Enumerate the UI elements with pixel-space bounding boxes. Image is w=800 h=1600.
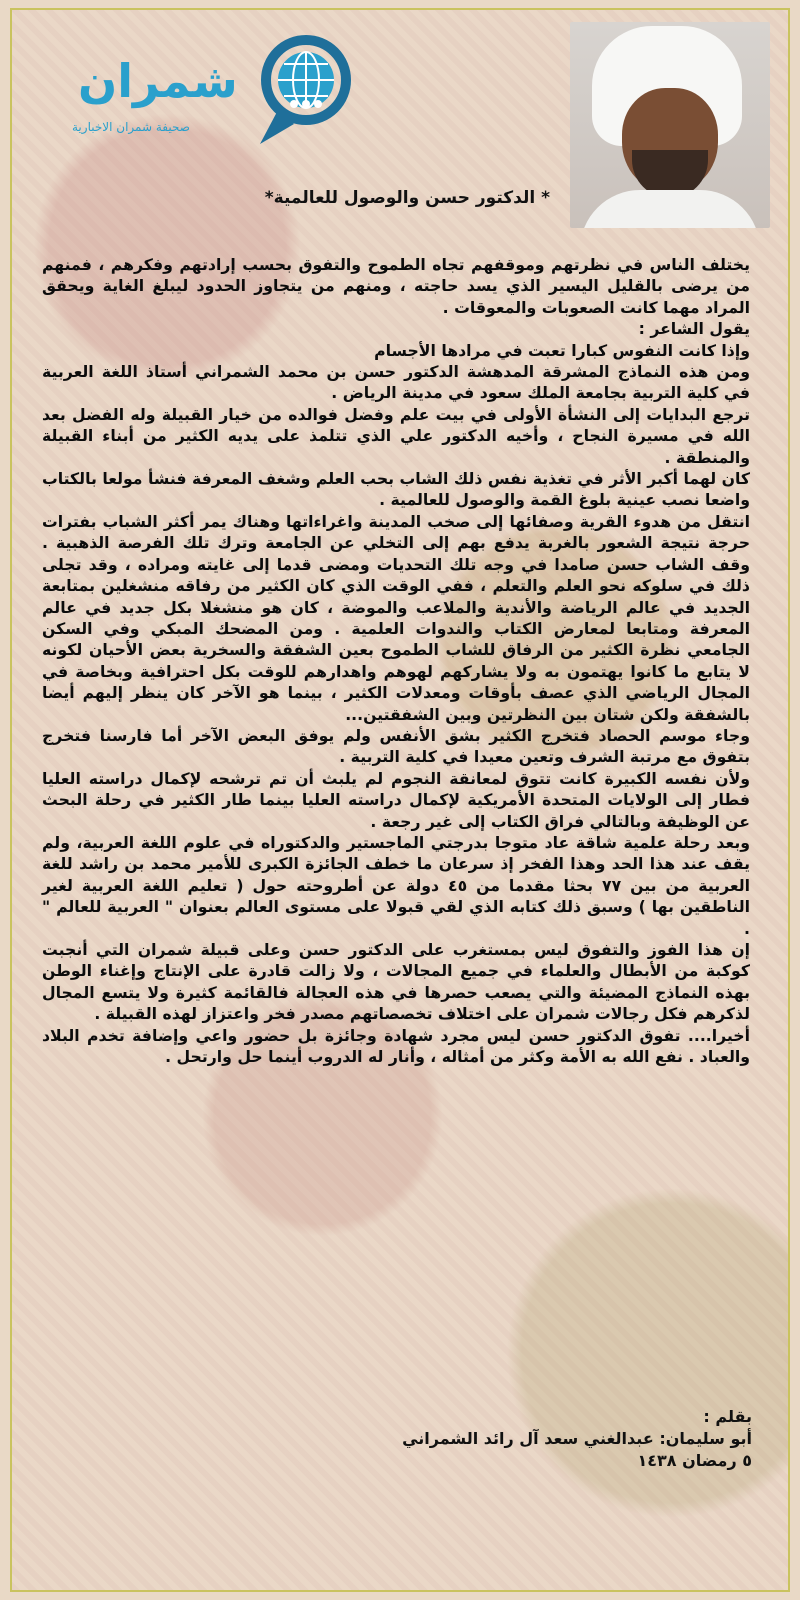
paragraph: ترجع البدايات إلى النشأة الأولى في بيت علم وفضل فوالده من خيار القبيلة وله الفضل بعد الله في مسيرة النجاح ، وأخيه الدكتور علي الذي تتلمذ على يديه الكثير من أبناء القبيلة والمنطقة . (42, 404, 750, 467)
logo-tagline: صحيفة شمران الاخبارية (72, 120, 190, 134)
article-frame (10, 8, 790, 1592)
signature-by: بقلم : (703, 1407, 752, 1426)
paragraph: وبعد رحلة علمية شاقة عاد متوجا بدرجتي الماجستير والدكتوراه في علوم اللغة العربية، ولم يقف عند هذا الحد وهذا الفخر إذ سرعان ما خطف الجائزة الكبرى للأمير محمد بن راشد للغة العربية من بين ٧٧ بحثا مقدما من ٤٥ دولة عن أطروحته حول ( تعليم اللغة العربية لغير الناطقين بها ) وسبق ذلك كتابه الذي لقي قبولا على مستوى العالم بعنوان " العربية للعالم " . (42, 832, 750, 938)
article-title: * الدكتور حسن والوصول للعالمية* (264, 188, 550, 208)
paragraph: إن هذا الفوز والتفوق ليس بمستغرب على الدكتور حسن وعلى قبيلة شمران التي أنجبت كوكبة من الأبطال والعلماء في جميع المجالات ، ولا زالت قادرة على الإنتاج وإغناء الوطن بهذه النماذج المضيئة والتي يصعب حصرها في هذه العجالة فالقائمة كثيرة ولا يتسع المجال لذكرهم فكل رجالات شمران على اختلاف تخصصاتهم مصدر فخر واعتزاز لهذه القبيلة . (42, 940, 750, 1024)
globe-pin-icon (238, 32, 368, 157)
paragraph: ومن هذه النماذج المشرقة المدهشة الدكتور حسن بن محمد الشمراني أستاذ اللغة العربية في كلية التربية بجامعة الملك سعود في مدينة الرياض . (42, 362, 750, 403)
author-photo (570, 22, 770, 228)
signature-date: ٥ رمضان ١٤٣٨ (637, 1451, 752, 1470)
paragraph: يقول الشاعر : (638, 319, 750, 339)
paragraph: كان لهما أكبر الأثر في تغذية نفس ذلك الشاب بحب العلم وشغف المعرفة فنشأ مولعا بالكتاب واضعا نصب عينية بلوغ القمة والوصول للعالمية . (42, 469, 750, 510)
signature-author: أبو سليمان: عبدالغني سعد آل رائد الشمراني (402, 1429, 752, 1448)
paragraph: ولأن نفسه الكبيرة كانت تتوق لمعانقة النجوم لم يلبث أن تم ترشحه لإكمال دراسته العليا فطار إلى الولايات المتحدة الأمريكية لإكمال دراسته العليا بينما طار الكثير في رحلة البحث عن الوظيفة وبالتالي فراق الكتاب إلى غير رجعة . (42, 768, 750, 831)
paragraph: أخيرا.... تفوق الدكتور حسن ليس مجرد شهادة وجائزة بل حضور واعي وإضافة تخدم البلاد والعباد . نفع الله به الأمة وكثر من أمثاله ، وأنار له الدروب أينما حل وارتحل . (42, 1025, 750, 1067)
paragraph: وإذا كانت النفوس كبارا تعبت في مرادها الأجسام (374, 340, 750, 360)
paragraph: وجاء موسم الحصاد فتخرج الكثير بشق الأنفس ولم يوفق البعض الآخر أما فارسنا فتخرج بتفوق مع مرتبة الشرف وتعين معيدا في كلية التربية . (42, 725, 750, 767)
paragraph: انتقل من هدوء القرية وصفائها إلى صخب المدينة واغراءاتها وهناك يمر أكثر الشباب بفترات حرجة نتيجة الشعور بالغربة يدفع بهم إلى التخلي عن الجامعة وترك تلك الفرصة الذهبية . وقف الشاب حسن صامدا في وجه تلك التحديات ومضى قدما إلى غايته ومراده ، وقد تجلى ذلك في سلوكه نحو العلم والتعلم ، ففي الوقت الذي كان الكثير من رفاقه منشغلين بمتابعة الجديد في عالم الرياضة والأندية والملاعب والموضة ، كان هو منشغلا بكل جديد في عالم المعرفة ومتابعا لمعارض الكتاب والندوات العلمية . ومن المضحك المبكي وفي السكن الجامعي نظرة الكثير من الرفاق للشاب الطموح بعين الشفقة والسخرية بعض الأحيان لكونه لا يتابع ما كانوا يهتمون به ولا يشاركهم لهوهم واهدارهم للوقت بكل احترافية وبخاصة في المجال الرياضي الذي عصف بأوقات ومعدلات الكثير ، بينما هو الآخر كان ينظر إليهم أيضا بالشفقة ولكن شتان بين النظرتين وبين الشفقتين... (42, 511, 750, 724)
paragraph: يختلف الناس في نظرتهم وموقفهم تجاه الطموح والتفوق بحسب إرادتهم وفكرهم ، فمنهم من يرضى بالقليل اليسير الذي يسد حاجته ، ومنهم من يتجاوز الحدود ليبلغ الغاية ويحقق المراد مهما كانت الصعوبات والمعوقات . (42, 255, 750, 317)
logo-name: شمران (78, 54, 238, 108)
signature-block (402, 1406, 752, 1472)
site-logo[interactable] (58, 32, 378, 162)
article-body (42, 254, 750, 1067)
